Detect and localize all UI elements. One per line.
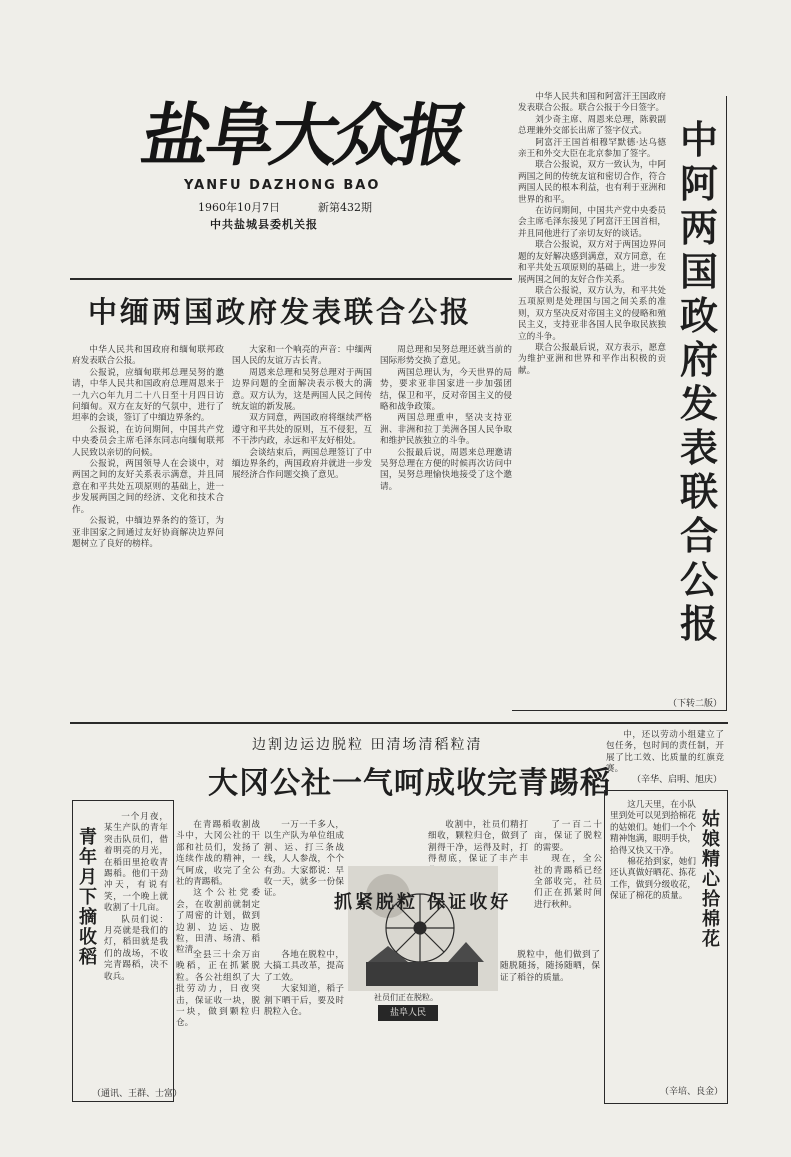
paragraph: 了一百二十亩，保证了脱粒的需要。	[534, 820, 602, 853]
threshing-photo	[348, 866, 498, 991]
paragraph: 公报说，中缅边界条约的签订，为亚非国家之间通过友好协商解决边界问题树立了良好的榜样。	[72, 516, 224, 549]
paragraph: 两国总理认为，今天世界的局势，要求亚非国家进一步加强团结，保卫和平，反对帝国主义的侵略和战争政策。	[380, 367, 512, 413]
cotton-title: 姑娘精心拾棉花	[702, 809, 720, 950]
paragraph: 全县三十余万亩晚稻，正在抓紧脱粒。各公社组织了大批劳动力，日夜突击，保证收一块，脱一块，做到颗粒归仓。	[176, 950, 260, 1029]
dagang-column-4	[534, 820, 602, 945]
paragraph: 中，还以劳动小组建立了包任务，包时间的责任制，开展了比工效、比质量的红旗竞赛。	[606, 730, 724, 775]
paragraph: 棉花拾到家，她们还认真做好晒花、拣花工作，做到分级收花，保证了棉花的质量。	[610, 857, 696, 902]
aside-body	[606, 730, 724, 775]
paragraph: 公报最后说，周恩来总理邀请吴努总理在方便的时候再次访问中国，吴努总理愉快地接受了这个邀请。	[380, 447, 512, 492]
afghan-body	[518, 92, 666, 696]
paragraph: 阿富汗王国首相穆罕默德·达乌德亲王和外交大臣在北京参加了签字。	[518, 137, 666, 160]
masthead-title: 盐阜大众报	[135, 96, 471, 176]
paragraph: 联合公报说，双方对于两国边界问题的友好解决感到满意，双方同意，在和平共处五项原则的基础上，进一步发展两国之间的友好合作关系。	[518, 240, 666, 285]
dagang-kicker: 边割边运边脱粒 田清场清稻粒清	[252, 737, 483, 753]
burma-column-2	[232, 345, 372, 715]
paragraph: 双方同意，两国政府将继续严格遵守和平共处的原则，互不侵犯，互不干涉内政，永远和平友好相处。	[232, 413, 372, 447]
aside-byline: （辛华、启明、旭庆）	[632, 775, 723, 785]
section-rule	[70, 722, 728, 724]
paragraph: 会谈结束后，两国总理签订了中缅边界条约，两国政府并就进一步发展经济合作问题交换了意见。	[232, 447, 372, 481]
harvest-stamp: 盐阜人民	[378, 1005, 438, 1021]
paragraph: 现在，全公社的青踢稻已经全部收完，社员们正在抓紧时间进行秋种。	[534, 854, 602, 910]
burma-column-3	[380, 345, 512, 715]
youth-byline: （通讯、王群、士富）	[92, 1089, 183, 1099]
paragraph: 周恩来总理和吴努总理对于两国边界问题的全面解决表示极大的满意。双方认为，这是两国人民之间传统友谊的新发展。	[232, 367, 372, 413]
paragraph: 两国总理重申，坚决支持亚洲、非洲和拉丁美洲各国人民争取和维护民族独立的斗争。	[380, 413, 512, 447]
paragraph: 公报说，应缅甸联邦总理吴努的邀请，中华人民共和国政府总理周恩来于一九六○年九月二十八日至十月四日访问缅甸。双方在友好的气氛中，进行了坦率的会谈，签订了中缅边界条约。	[72, 367, 224, 424]
burma-headline: 中缅两国政府发表联合公报	[88, 295, 473, 329]
dagang-column-3	[428, 820, 528, 865]
afghan-headline: 中阿两国政府发表联合公报	[679, 118, 718, 646]
dagang-column-2	[264, 820, 344, 945]
masthead-pinyin: YANFU DAZHONG BAO	[184, 178, 381, 193]
paragraph: 公报说，两国领导人在会谈中，对两国之间的友好关系表示满意，并且同意在和平共处五项原则的基础上，进一步发展两国之间的经济、文化和技术合作。	[72, 459, 224, 515]
youth-title: 青年月下摘收稻	[79, 827, 97, 968]
masthead	[135, 78, 471, 231]
burma-column-1	[72, 345, 224, 715]
harvest-column-mid	[264, 950, 344, 1100]
paragraph: 这个公社党委会，在收割前就制定了周密的计划，做到边割、边运、边脱粒，田清、场清、稻粒清。	[176, 888, 260, 956]
paragraph: 各地在脱粒中，大搞工具改革，提高了工效。	[264, 950, 344, 983]
paragraph: 一万一千多人，以生产队为单位组成割、运、打三条战线，人人参战，个个有劲。大家都说：早收一天，就多一份保证。	[264, 820, 344, 899]
harvest-headline: 抓紧脱粒 保证收好	[334, 892, 512, 913]
paragraph: 脱粒中，他们做到了随脱随扬，随扬随晒，保证了稻谷的质量。	[500, 950, 600, 983]
masthead-rule	[70, 278, 512, 280]
issue-number: 新第432期	[318, 201, 372, 214]
paragraph: 联合公报说，双方一致认为，中阿两国之间的传统友谊和密切合作，符合两国人民的根本利益，也有利于亚洲和世界的和平。	[518, 160, 666, 205]
harvest-column-left	[176, 950, 260, 1100]
cotton-body	[610, 800, 696, 1076]
afghan-continued: （下转二版）	[668, 699, 723, 709]
threshing-illustration	[348, 866, 498, 991]
paragraph: 在访问期间，中国共产党中央委员会主席毛泽东接见了阿富汗王国首相，并且同他进行了亲切友好的谈话。	[518, 206, 666, 239]
paragraph: 周总理和吴努总理还就当前的国际形势交换了意见。	[380, 345, 512, 367]
issue-date: 1960年10月7日	[198, 201, 280, 214]
paragraph: 联合公报最后说，双方表示，愿意为维护亚洲和世界和平作出积极的贡献。	[518, 342, 666, 376]
paragraph: 在青踢稻收割战斗中，大冈公社的干部和社员们，发扬了连续作战的精神，一气呵成，收完了全公社的青踢稻。	[176, 820, 260, 888]
paragraph: 大家知道，稻子割下晒干后，要及时脱粒入仓。	[264, 984, 344, 1018]
dagang-column-1	[176, 820, 260, 956]
paragraph: 大家和一个响亮的声音：中缅两国人民的友谊万古长青。	[232, 345, 372, 367]
paragraph: 中华人民共和国政府和缅甸联邦政府发表联合公报。	[72, 345, 224, 367]
cotton-byline: （辛培、良金）	[660, 1087, 724, 1097]
harvest-column-right	[500, 950, 600, 1100]
paragraph: 刘少奇主席、周恩来总理，陈毅副总理兼外交部长出席了签字仪式。	[518, 114, 666, 137]
paragraph: 收割中，社员们精打细收，颗粒归仓，做到了割得干净，运得及时，打得彻底，保证了丰产丰	[428, 820, 528, 865]
youth-body	[104, 812, 168, 1080]
paragraph: 公报说，在访问期间，中国共产党中央委员会主席毛泽东同志向缅甸联邦人民致以亲切的问候。	[72, 424, 224, 458]
publisher: 中共盐城县委机关报	[210, 218, 318, 231]
paragraph: 联合公报说，双方认为，和平共处五项原则是处理国与国之间关系的准则，双方坚决反对帝国主义的侵略和殖民主义，支持亚非各国人民争取民族独立的斗争。	[518, 285, 666, 342]
dagang-headline: 大冈公社一气呵成收完青踢稻	[208, 766, 611, 801]
paragraph: 中华人民共和国和阿富汗王国政府发表联合公报。联合公报于今日签字。	[518, 92, 666, 114]
paragraph: 队员们说：月亮就是我们的灯，稻田就是我们的战场，不收完青踢稻，决不收兵。	[104, 914, 168, 982]
paragraph: 一个月夜，某生产队的青年突击队员们，借着明亮的月光，在稻田里抢收青踢稻。他们干劲冲天，有说有笑，一个晚上就收割了十几亩。	[104, 812, 168, 914]
photo-caption: 社员们正在脱粒。	[374, 993, 438, 1002]
paragraph: 这几天里，在小队里到处可以见到拾棉花的姑娘们。她们一个个精神饱满，眼明手快，拾得又快又干净。	[610, 800, 696, 856]
